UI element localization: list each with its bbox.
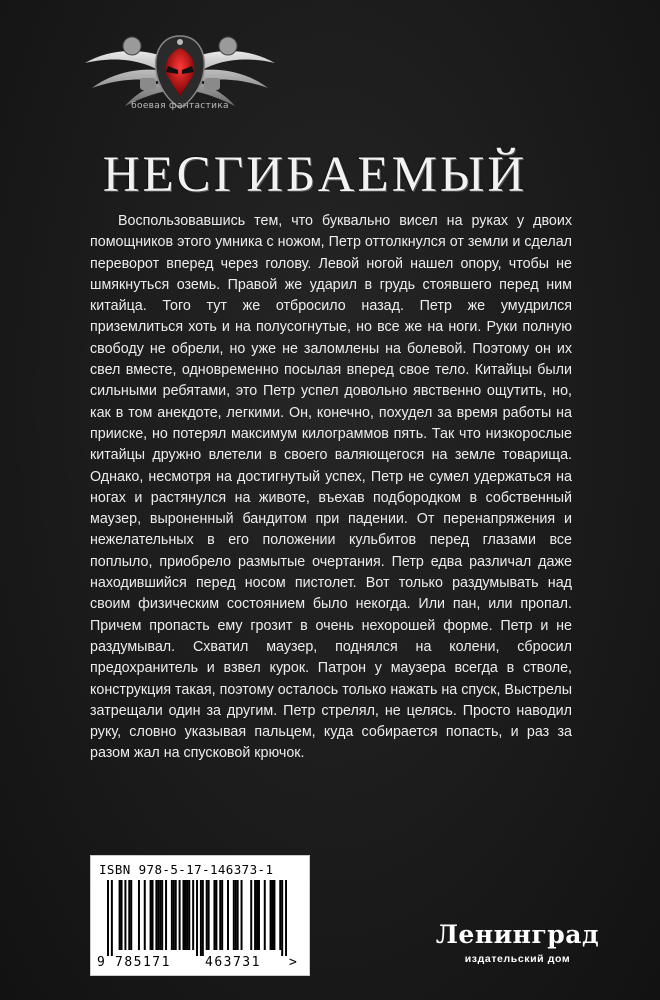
annotation-text [90, 211, 572, 765]
barcode-quiet-mark: > [289, 955, 297, 970]
publisher-subtitle: издательский дом [464, 953, 571, 965]
barcode-digits-right: 463731 [205, 955, 261, 970]
barcode-digits [95, 955, 305, 971]
isbn-label: ISBN 978-5-17-146373-1 [99, 862, 274, 877]
barcode-digits-left: 785171 [115, 955, 171, 970]
series-logo-icon [80, 18, 280, 133]
series-label: боевая фантастика [131, 101, 229, 111]
book-title: НЕСГИБАЕМЫЙ [102, 147, 528, 203]
publisher-logo [430, 920, 605, 980]
publisher-name: Ленинград [435, 920, 600, 949]
isbn-barcode [90, 855, 310, 976]
barcode-bars-icon [107, 880, 287, 956]
annotation-paragraph: Воспользовавшись тем, что буквально висел на руках у двоих помощников этого умника с ножом, Петр оттолкнулся от земли и сделал переворот вперед через голову. Левой ногой нашел опору, чтобы не шмякнуться оземь. Правой же ударил в грудь стоявшего перед ним китайца. Того тут же отбросило назад. Петр же умудрился приземлиться хоть и на полусогнутые, но все же на ноги. Руки полную свободу не обрели, но уже не заломлены на болевой. Поэтому он их свел вместе, одновременно посылая вперед свое тело. Китайцы были сильными ребятами, это Петр успел довольно явственно ощутить, но, как в том анекдоте, легкими. Он, конечно, похудел за время работы на прииске, но потерял максимум килограммов пять. Так что низкорослые китайцы дружно влетели в своего валяющегося на земле товарища. Однако, несмотря на достигнутый успех, Петр не сумел удержаться на ногах и растянулся на животе, въехав подбородком в собственный маузер, выроненный бандитом при падении. От перенапряжения и нежелательных в его положении кульбитов перед глазами все поплыло, приобрело размытые очертания. Петр едва различал даже находившийся перед носом пистолет. Вот только раздумывать над своим физическим состоянием было некогда. Или пан, или пропал. Причем пропасть ему грозит в очень нехорошей форме. Петр и не раздумывал. Схватил маузер, поднялся на колени, сбросил предохранитель и взвел курок. Патрон у маузера всегда в стволе, конструкция такая, поэтому осталось только нажать на спуск, Выстрелы затрещали один за другим. Петр стрелял, не целясь. Просто наводил руку, словно указывая пальцем, куда собирается попасть, и раз за разом жал на спусковой крючок. [90, 213, 572, 762]
barcode-digit-first: 9 [97, 955, 105, 970]
